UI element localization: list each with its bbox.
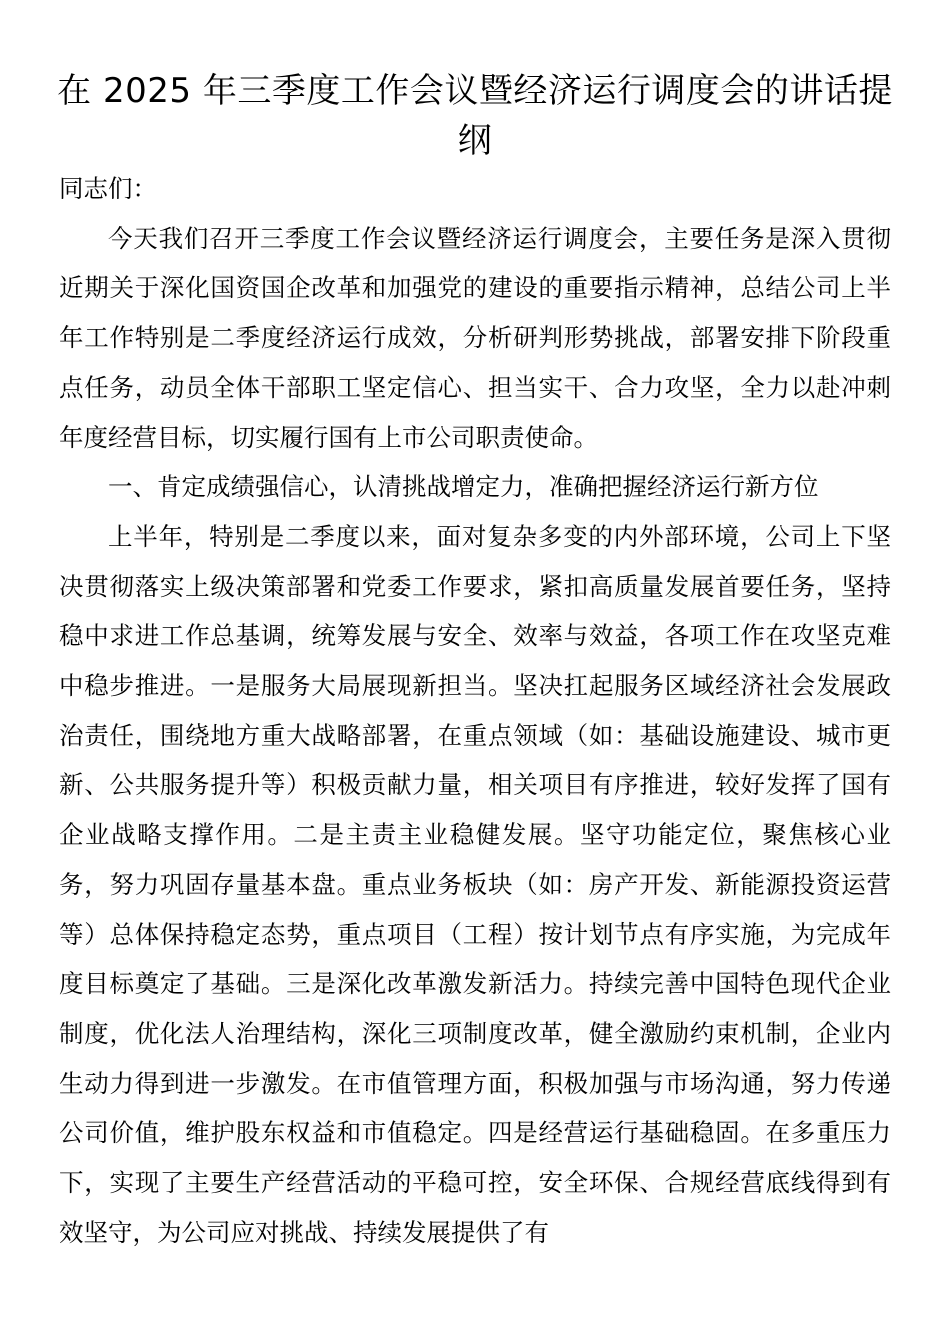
salutation: 同志们： <box>59 174 157 203</box>
document-title: 在 2025 年三季度工作会议暨经济运行调度会的讲话提纲 <box>57 71 893 161</box>
intro-paragraph: 今天我们召开三季度工作会议暨经济运行调度会，主要任务是深入贯彻近期关于深化国资国企改革和加强党的建设的重要指示精神，总结公司上半年工作特别是二季度经济运行成效，分析研判形势挑战，部署安排下阶段重点任务，动员全体干部职工坚定信心、担当实干、合力攻坚，全力以赴冲刺年度经营目标，切实履行国有上市公司职责使命。 <box>59 223 891 452</box>
document-body <box>59 164 891 1257</box>
section-paragraph: 上半年，特别是二季度以来，面对复杂多变的内外部环境，公司上下坚决贯彻落实上级决策部署和党委工作要求，紧扣高质量发展首要任务，坚持稳中求进工作总基调，统筹发展与安全、效率与效益，各项工作在攻坚克难中稳步推进。一是服务大局展现新担当。坚决扛起服务区域经济社会发展政治责任，围绕地方重大战略部署，在重点领域（如：基础设施建设、城市更新、公共服务提升等）积极贡献力量，相关项目有序推进，较好发挥了国有企业战略支撑作用。二是主责主业稳健发展。坚守功能定位，聚焦核心业务，努力巩固存量基本盘。重点业务板块（如：房产开发、新能源投资运营等）总体保持稳定态势，重点项目（工程）按计划节点有序实施，为完成年度目标奠定了基础。三是深化改革激发新活力。持续完善中国特色现代企业制度，优化法人治理结构，深化三项制度改革，健全激励约束机制，企业内生动力得到进一步激发。在市值管理方面，积极加强与市场沟通，努力传递公司价值，维护股东权益和市值稳定。四是经营运行基础稳固。在多重压力下，实现了主要生产经营活动的平稳可控，安全环保、合规经营底线得到有效坚守，为公司应对挑战、持续发展提供了有 <box>59 521 891 1247</box>
section-heading: 一、肯定成绩强信心，认清挑战增定力，准确把握经济运行新方位 <box>108 472 819 502</box>
